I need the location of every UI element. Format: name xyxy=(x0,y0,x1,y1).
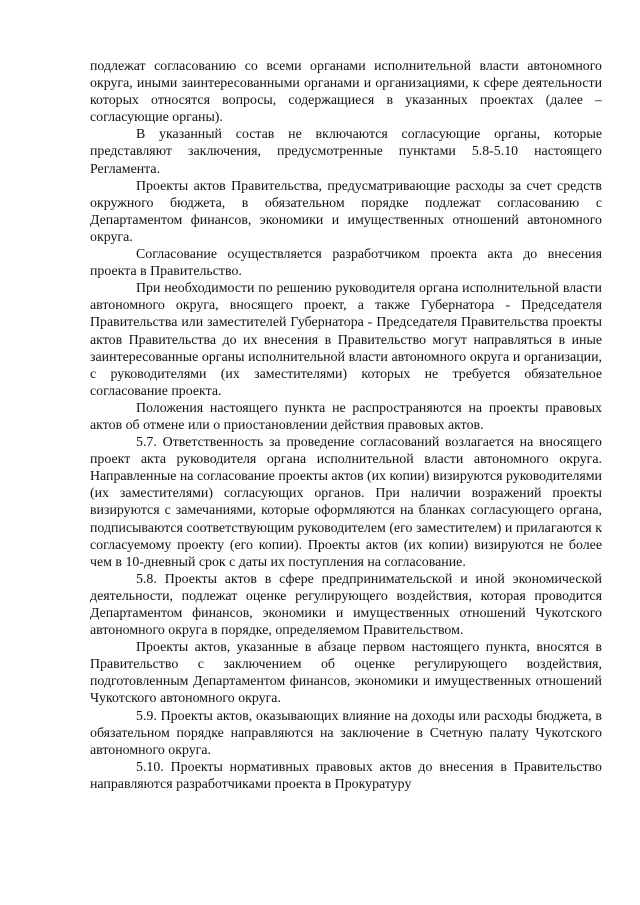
paragraph-5-9: 5.9. Проекты актов, оказывающих влияние на доходы или расходы бюджета, в обязательном порядке направляются на заключение в Счетную палату Чукотского автономного округа. xyxy=(90,708,602,758)
paragraph-5-8-second: Проекты актов, указанные в абзаце первом настоящего пункта, вносятся в Правительство с заключением об оценке регулирующего воздействия, подготовленным Департаментом финансов, экономики и имущественных отношений Чукотского автономного округа. xyxy=(90,640,602,707)
document-page xyxy=(90,58,602,793)
paragraph-approval-by-developer: Согласование осуществляется разработчиком проекта акта до внесения проекта в Правительство. xyxy=(90,247,602,280)
paragraph-continuation: подлежат согласованию со всеми органами исполнительной власти автономного округа, иными заинтересованными органами и организациями, к сфере деятельности которых относятся вопросы, содержащиеся в указанных проектах (далее – согласующие органы). xyxy=(90,59,602,126)
paragraph-exclusions: В указанный состав не включаются согласующие органы, которые представляют заключения, предусмотренные пунктами 5.8-5.10 настоящего Регламента. xyxy=(90,127,602,177)
paragraph-scope-exception: Положения настоящего пункта не распространяются на проекты правовых актов об отмене или о приостановлении действия правовых актов. xyxy=(90,400,602,433)
paragraph-budget-approval: Проекты актов Правительства, предусматривающие расходы за счет средств окружного бюджета, в обязательном порядке подлежат согласованию с Департаментом финансов, экономики и имущественных отношений автономного округа. xyxy=(90,178,602,245)
paragraph-5-7: 5.7. Ответственность за проведение согласований возлагается на вносящего проект акта руководителя органа исполнительной власти автономного округа. Направленные на согласование проекты актов (их копии) визируются руководителями (их заместителями) согласующих органов. При наличии возражений проекты визируются с замечаниями, которые оформляются на бланках согласующего органа, подписываются соответствующим руководителем (его заместителем) и прилагаются к согласуемому проекту (его копии). Проекты актов (их копии) визируются не более чем в 10-дневный срок с даты их поступления на согласование. xyxy=(90,435,602,570)
paragraph-additional-approval: При необходимости по решению руководителя органа исполнительной власти автономного округа, вносящего проект, а также Губернатора - Председателя Правительства или заместителей Губернатора - Председателя Правительства проекты актов Правительства до их внесения в Правительство могут направляться в иные заинтересованные органы исполнительной власти автономного округа и организации, с руководителями (их заместителями) которых не требуется обязательное согласование проекта. xyxy=(90,281,602,399)
paragraph-5-10: 5.10. Проекты нормативных правовых актов до внесения в Правительство направляются разработчиками проекта в Прокуратуру xyxy=(90,759,602,792)
paragraph-5-8: 5.8. Проекты актов в сфере предпринимательской и иной экономической деятельности, подлежат оценке регулирующего воздействия, которая проводится Департаментом финансов, экономики и имущественных отношений Чукотского автономного округа в порядке, определяемом Правительством. xyxy=(90,571,602,639)
